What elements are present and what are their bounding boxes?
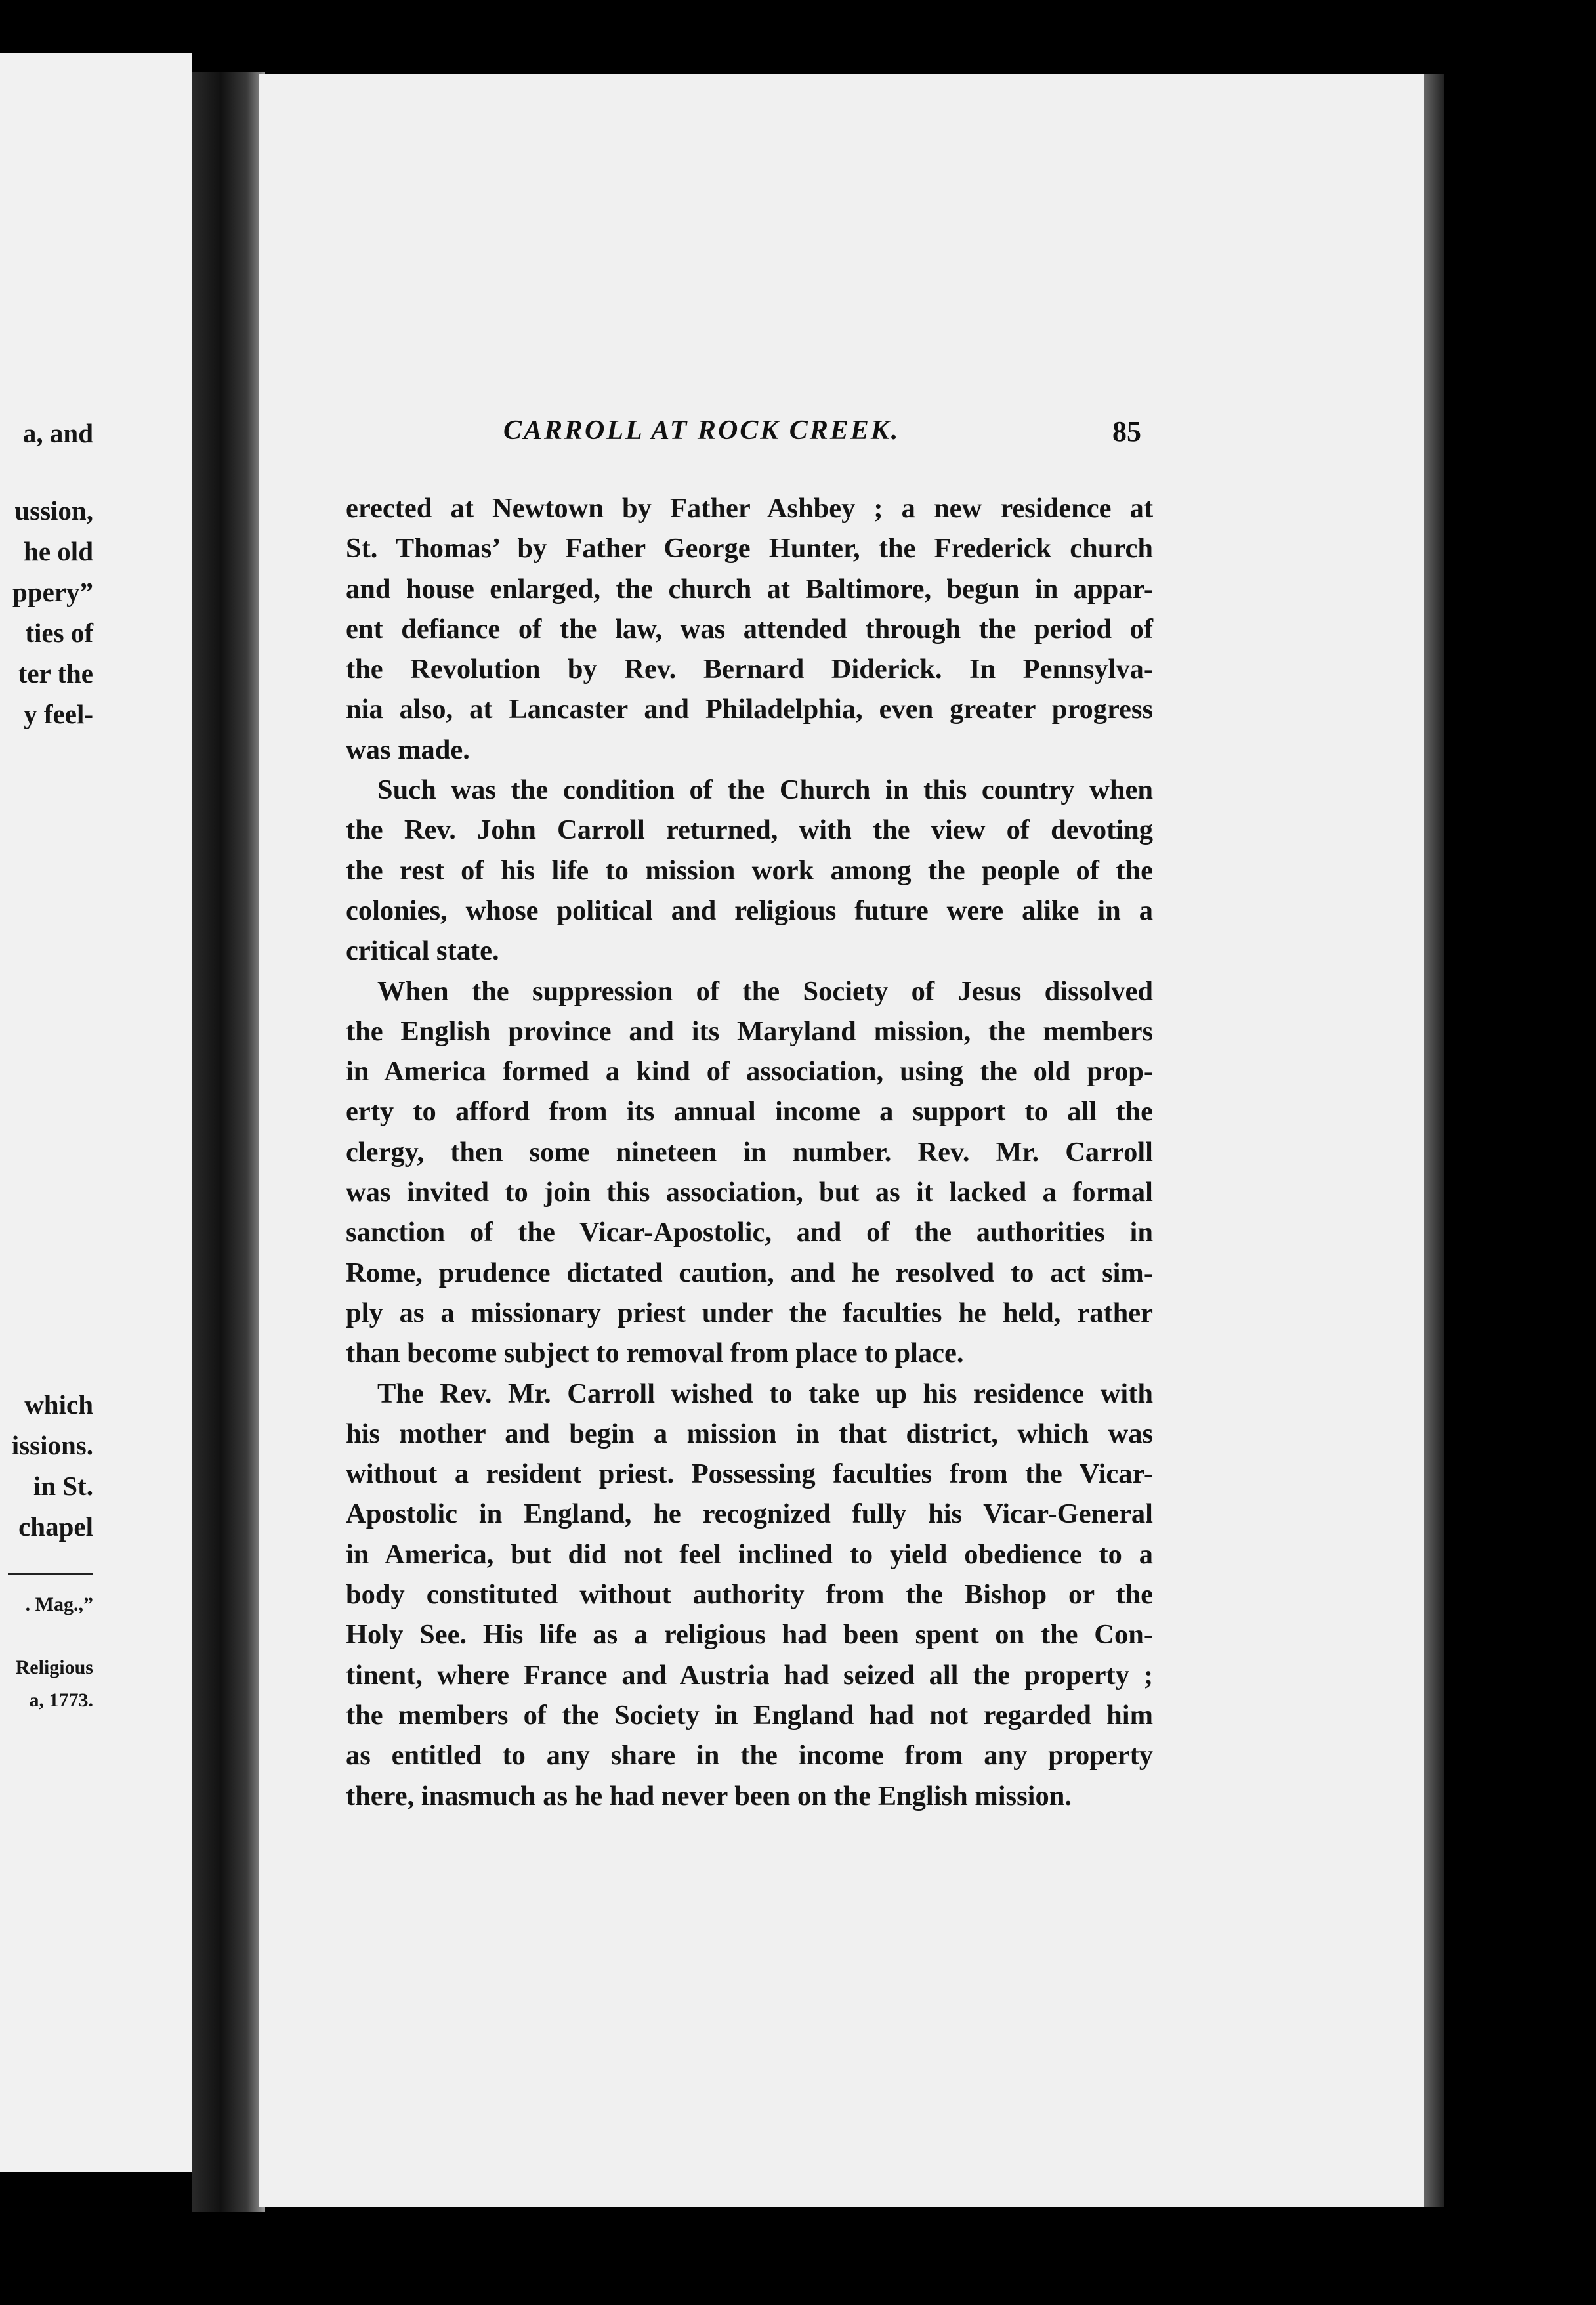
text-line: the Rev. John Carroll returned, with the view of devoting	[346, 814, 1153, 846]
running-head-title: CARROLL AT ROCK CREEK.	[503, 415, 900, 446]
text-line: his mother and begin a mission in that district, which was	[346, 1418, 1153, 1449]
book-gutter	[192, 72, 265, 2212]
text-line: erty to afford from its annual income a support to all the	[346, 1096, 1153, 1128]
text-line: erected at Newtown by Father Ashbey ; a new residence at	[346, 493, 1153, 524]
facing-page-footnote: . Mag.,”	[25, 1594, 93, 1615]
paragraph	[346, 971, 1153, 1374]
paragraph	[346, 1374, 1153, 1816]
facing-page-text: ties of	[25, 618, 93, 648]
text-line: body constituted without authority from the Bishop or the	[346, 1579, 1153, 1611]
footnote-rule	[8, 1573, 93, 1575]
text-line: Such was the condition of the Church in this country when	[377, 774, 1153, 806]
text-line: the rest of his life to mission work among the people of the	[346, 855, 1153, 886]
text-line: as entitled to any share in the income from any property	[346, 1740, 1153, 1771]
text-line: in America, but did not feel inclined to yield obedience to a	[346, 1538, 1153, 1570]
facing-page-text: chapel	[18, 1512, 93, 1542]
text-line: the English province and its Maryland mission, the members	[346, 1015, 1153, 1047]
text-line: critical state.	[346, 935, 499, 967]
facing-page-text: which	[24, 1389, 93, 1420]
book-page	[259, 74, 1424, 2207]
paragraph	[346, 770, 1153, 971]
text-line: ent defiance of the law, was attended through the period of	[346, 613, 1153, 645]
facing-page-text: ppery”	[12, 577, 93, 607]
facing-page-text: ussion,	[14, 496, 93, 526]
text-line: sanction of the Vicar-Apostolic, and of the authorities in	[346, 1217, 1153, 1248]
text-line: than become subject to removal from place to place.	[346, 1338, 964, 1369]
text-line: and house enlarged, the church at Baltimore, begun in appar-	[346, 573, 1153, 604]
facing-page-text: he old	[24, 536, 93, 566]
facing-page-footnote: a, 1773.	[29, 1689, 93, 1711]
facing-page-text: y feel-	[24, 699, 93, 729]
running-head	[259, 415, 1424, 454]
text-line: the Revolution by Rev. Bernard Diderick. In Pennsylva-	[346, 654, 1153, 685]
facing-page-text: in St.	[33, 1471, 93, 1501]
facing-page-text: ter the	[18, 658, 93, 688]
text-line: the members of the Society in England had not regarded him	[346, 1699, 1153, 1731]
text-line: nia also, at Lancaster and Philadelphia, even greater progress	[346, 694, 1153, 725]
facing-page-text: a, and	[22, 418, 93, 448]
text-line: colonies, whose political and religious future were alike in a	[346, 895, 1153, 926]
facing-page-text: issions.	[11, 1430, 93, 1460]
text-line: Rome, prudence dictated caution, and he resolved to act sim-	[346, 1257, 1153, 1288]
text-line: tinent, where France and Austria had seized all the property ;	[346, 1659, 1153, 1691]
text-line: was made.	[346, 734, 470, 765]
text-line: clergy, then some nineteen in number. Rev. Mr. Carroll	[346, 1136, 1153, 1168]
page-edge-shadow	[1424, 74, 1444, 2207]
text-line: When the suppression of the Society of Jesus dissolved	[377, 975, 1153, 1007]
text-line: The Rev. Mr. Carroll wished to take up his residence with	[377, 1378, 1153, 1409]
facing-page-footnote: Religious	[15, 1657, 93, 1678]
text-line: was invited to join this association, but as it lacked a formal	[346, 1177, 1153, 1208]
text-line: in America formed a kind of association, using the old prop-	[346, 1056, 1153, 1088]
facing-page-fragment	[0, 53, 192, 2172]
text-line: ply as a missionary priest under the faculties he held, rather	[346, 1297, 1153, 1328]
page-number: 85	[1112, 415, 1141, 448]
text-line: St. Thomas’ by Father George Hunter, the Frederick church	[346, 533, 1153, 564]
text-line: Apostolic in England, he recognized fully his Vicar-General	[346, 1498, 1153, 1530]
page-body-text	[346, 488, 1153, 1816]
text-line: without a resident priest. Possessing faculties from the Vicar-	[346, 1458, 1153, 1490]
paragraph	[346, 488, 1153, 770]
text-line: Holy See. His life as a religious had been spent on the Con-	[346, 1619, 1153, 1651]
text-line: there, inasmuch as he had never been on the English mission.	[346, 1780, 1072, 1811]
